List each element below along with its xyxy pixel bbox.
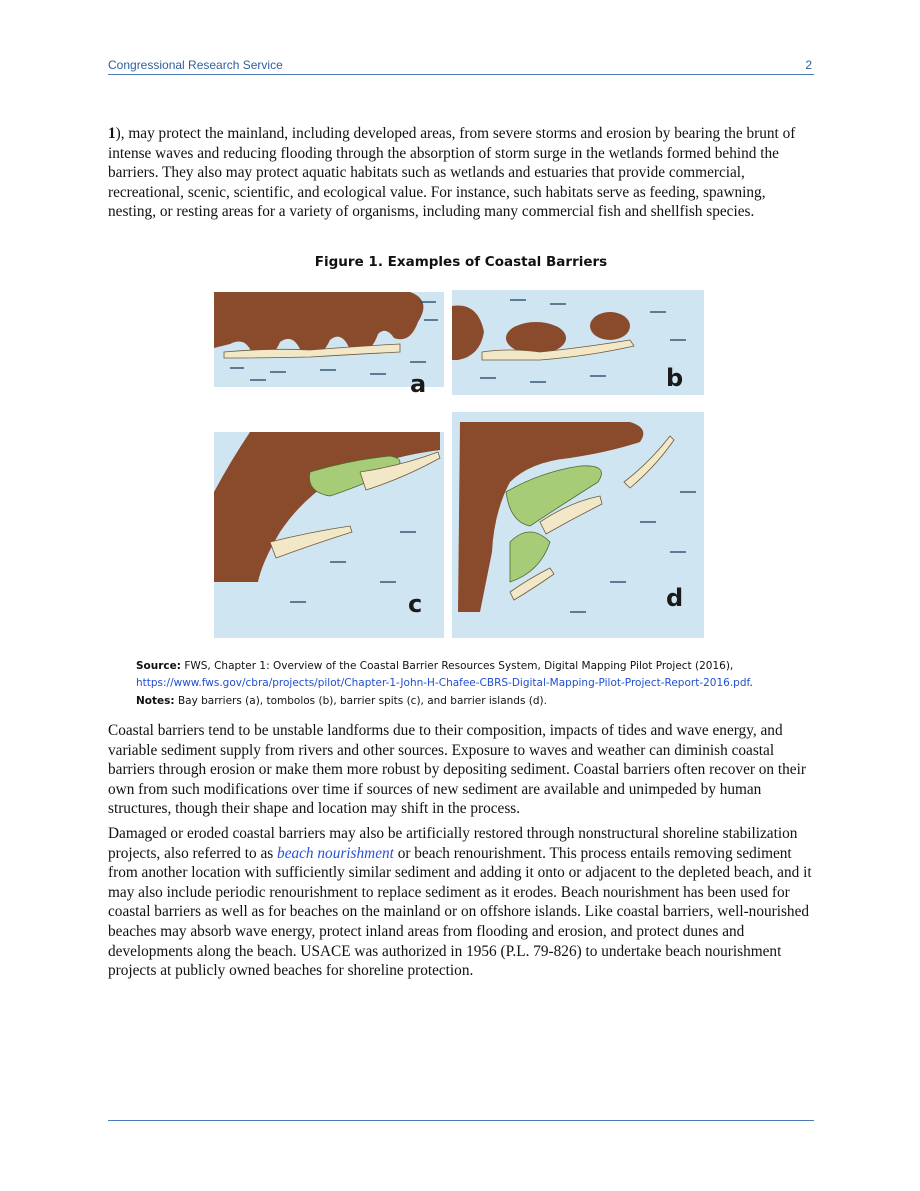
- footer-rule: [108, 1120, 814, 1121]
- notes-text: Bay barriers (a), tombolos (b), barrier spits (c), and barrier islands (d).: [177, 695, 547, 707]
- header-org-name: Congressional Research Service: [108, 58, 283, 72]
- paragraph-2: Coastal barriers tend to be unstable landforms due to their composition, impacts of tides and wave energy, and variable sediment supply from rivers and other sources. Exposure to waves and weather can diminish coastal barriers through erosion or make them more robust by depositing sediment. Coastal barriers often recover on their own from such modifications over time if sources of new sediment are available and unimpeded by human structures, though their shape and location may shift in the process.: [108, 722, 806, 818]
- paragraph-3-post: or beach renourishment. This process entails removing sediment from another location with sufficiently similar sediment and adding it onto or adjacent to the depleted beach, and it may also include periodic renourishment to replace sediment as it erodes. Beach nourishment has been used for coastal barriers as well as for beaches on the mainland or on offshore islands. Like coastal barriers, well-nourished beaches may absorb wave energy, protect inland areas from flooding and erosion, and protect dunes and developments along the beach. USACE was authorized in 1956 (P.L. 79-826) to undertake beach nourishment projects at publicly owned beaches for shoreline protection.: [108, 844, 812, 980]
- page-header: [108, 58, 814, 75]
- paragraph-1: [108, 124, 814, 222]
- paragraph-1-text: ), may protect the mainland, including developed areas, from severe storms and erosion by bearing the brunt of intense waves and reducing flooding through the absorption of storm surge in the wetlands formed behind the barriers. They also may protect aquatic habitats such as wetlands and estuaries that provide commercial, recreational, scenic, scientific, and ecological value. For instance, such habitats serve as feeding, spawning, nesting, or resting areas for a variety of organisms, including many commercial fish and shellfish species.: [108, 125, 796, 221]
- panel-c-label: c: [408, 590, 423, 618]
- panel-a-label: a: [410, 370, 427, 398]
- figure-notes: [136, 693, 814, 710]
- source-url-link[interactable]: https://www.fws.gov/cbra/projects/pilot/Chapter-1-John-H-Chafee-CBRS-Digital-Mapping-Pilot-Project-Report-2016.pdf: [136, 677, 750, 689]
- beach-nourishment-link[interactable]: beach nourishment: [277, 844, 394, 862]
- coastal-barriers-figure: [210, 282, 708, 642]
- source-label: Source:: [136, 660, 181, 672]
- source-text: FWS, Chapter 1: Overview of the Coastal Barrier Resources System, Digital Mapping Pilot Project (2016),: [184, 660, 734, 672]
- panel-d-label: d: [666, 584, 684, 612]
- page-number: 2: [805, 58, 812, 72]
- figure-source: [136, 658, 814, 692]
- paragraph-3: [108, 824, 814, 981]
- paragraph-3-pre: Damaged or eroded coastal barriers may also be artificially restored through nonstructural shoreline stabilization projects, also referred to as: [108, 825, 798, 862]
- panel-b-label: b: [666, 364, 684, 392]
- figure-title: Figure 1. Examples of Coastal Barriers: [314, 254, 608, 270]
- source-end: .: [749, 677, 753, 689]
- figure-reference: 1: [108, 125, 116, 142]
- notes-label: Notes:: [136, 695, 175, 707]
